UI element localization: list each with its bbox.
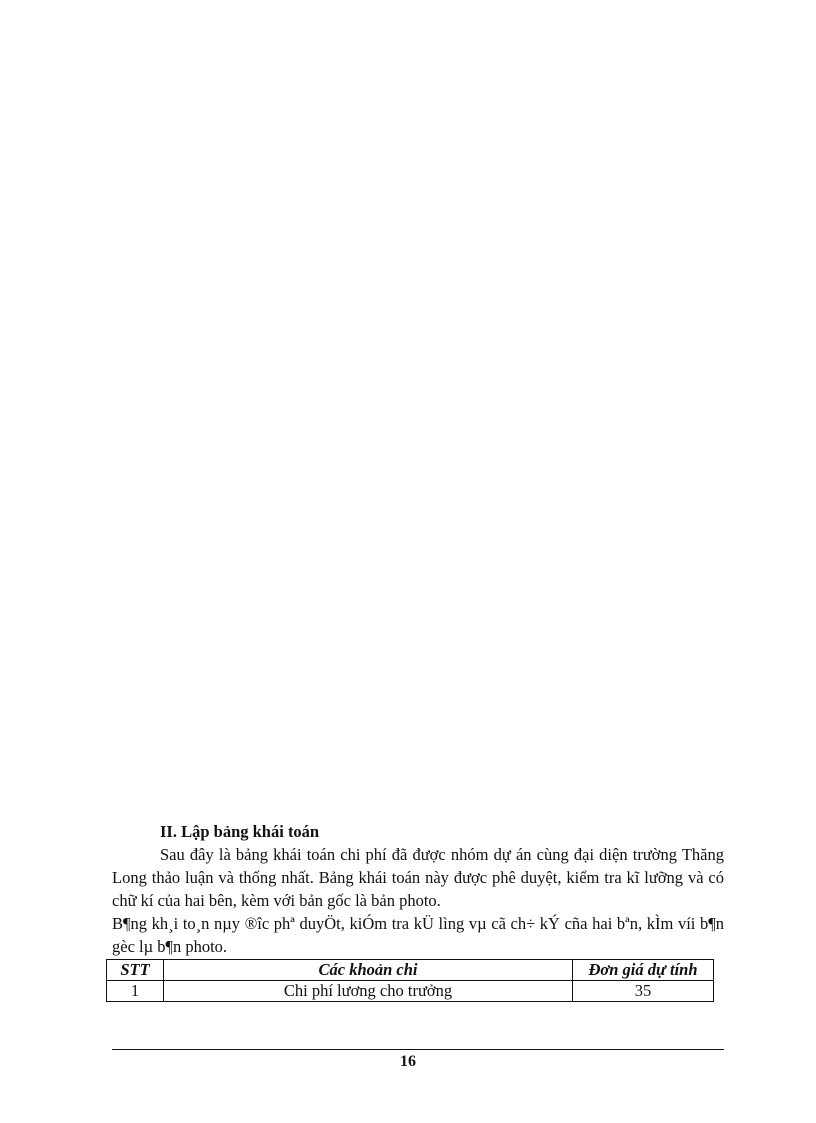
column-header-stt: STT (107, 960, 164, 981)
section-paragraph: Sau đây là bảng khái toán chi phí đã được nhóm dự án cùng đại diện trường Thăng Long thảo luận và thống nhất. Bảng khái toán này được phê duyệt, kiểm tra kĩ lưỡng và có chữ kí của hai bên, kèm với bản gốc là bản photo. (112, 845, 724, 910)
table-cell-stt: 1 (107, 981, 164, 1002)
page-number: 16 (400, 1053, 416, 1070)
garbled-paragraph: B¶ng kh¸i to¸n nµy ®îc phª duyÖt, kiÓm tra kÜ lìng vµ cã ch÷ kÝ cña hai bªn, kÌm víi b¶n gèc lµ b¶n photo. (112, 914, 724, 956)
table-header-row (107, 960, 714, 981)
table-cell-price: 35 (573, 981, 714, 1002)
table-cell-item: Chi phí lương cho trưởng (164, 981, 573, 1002)
cost-estimate-table (106, 959, 714, 1002)
footer-divider (112, 1049, 724, 1050)
column-header-price: Đơn giá dự tính (573, 960, 714, 981)
section-content (112, 820, 724, 958)
table-row (107, 981, 714, 1002)
section-heading: II. Lập bảng khái toán (160, 822, 320, 841)
column-header-item: Các khoản chi (164, 960, 573, 981)
